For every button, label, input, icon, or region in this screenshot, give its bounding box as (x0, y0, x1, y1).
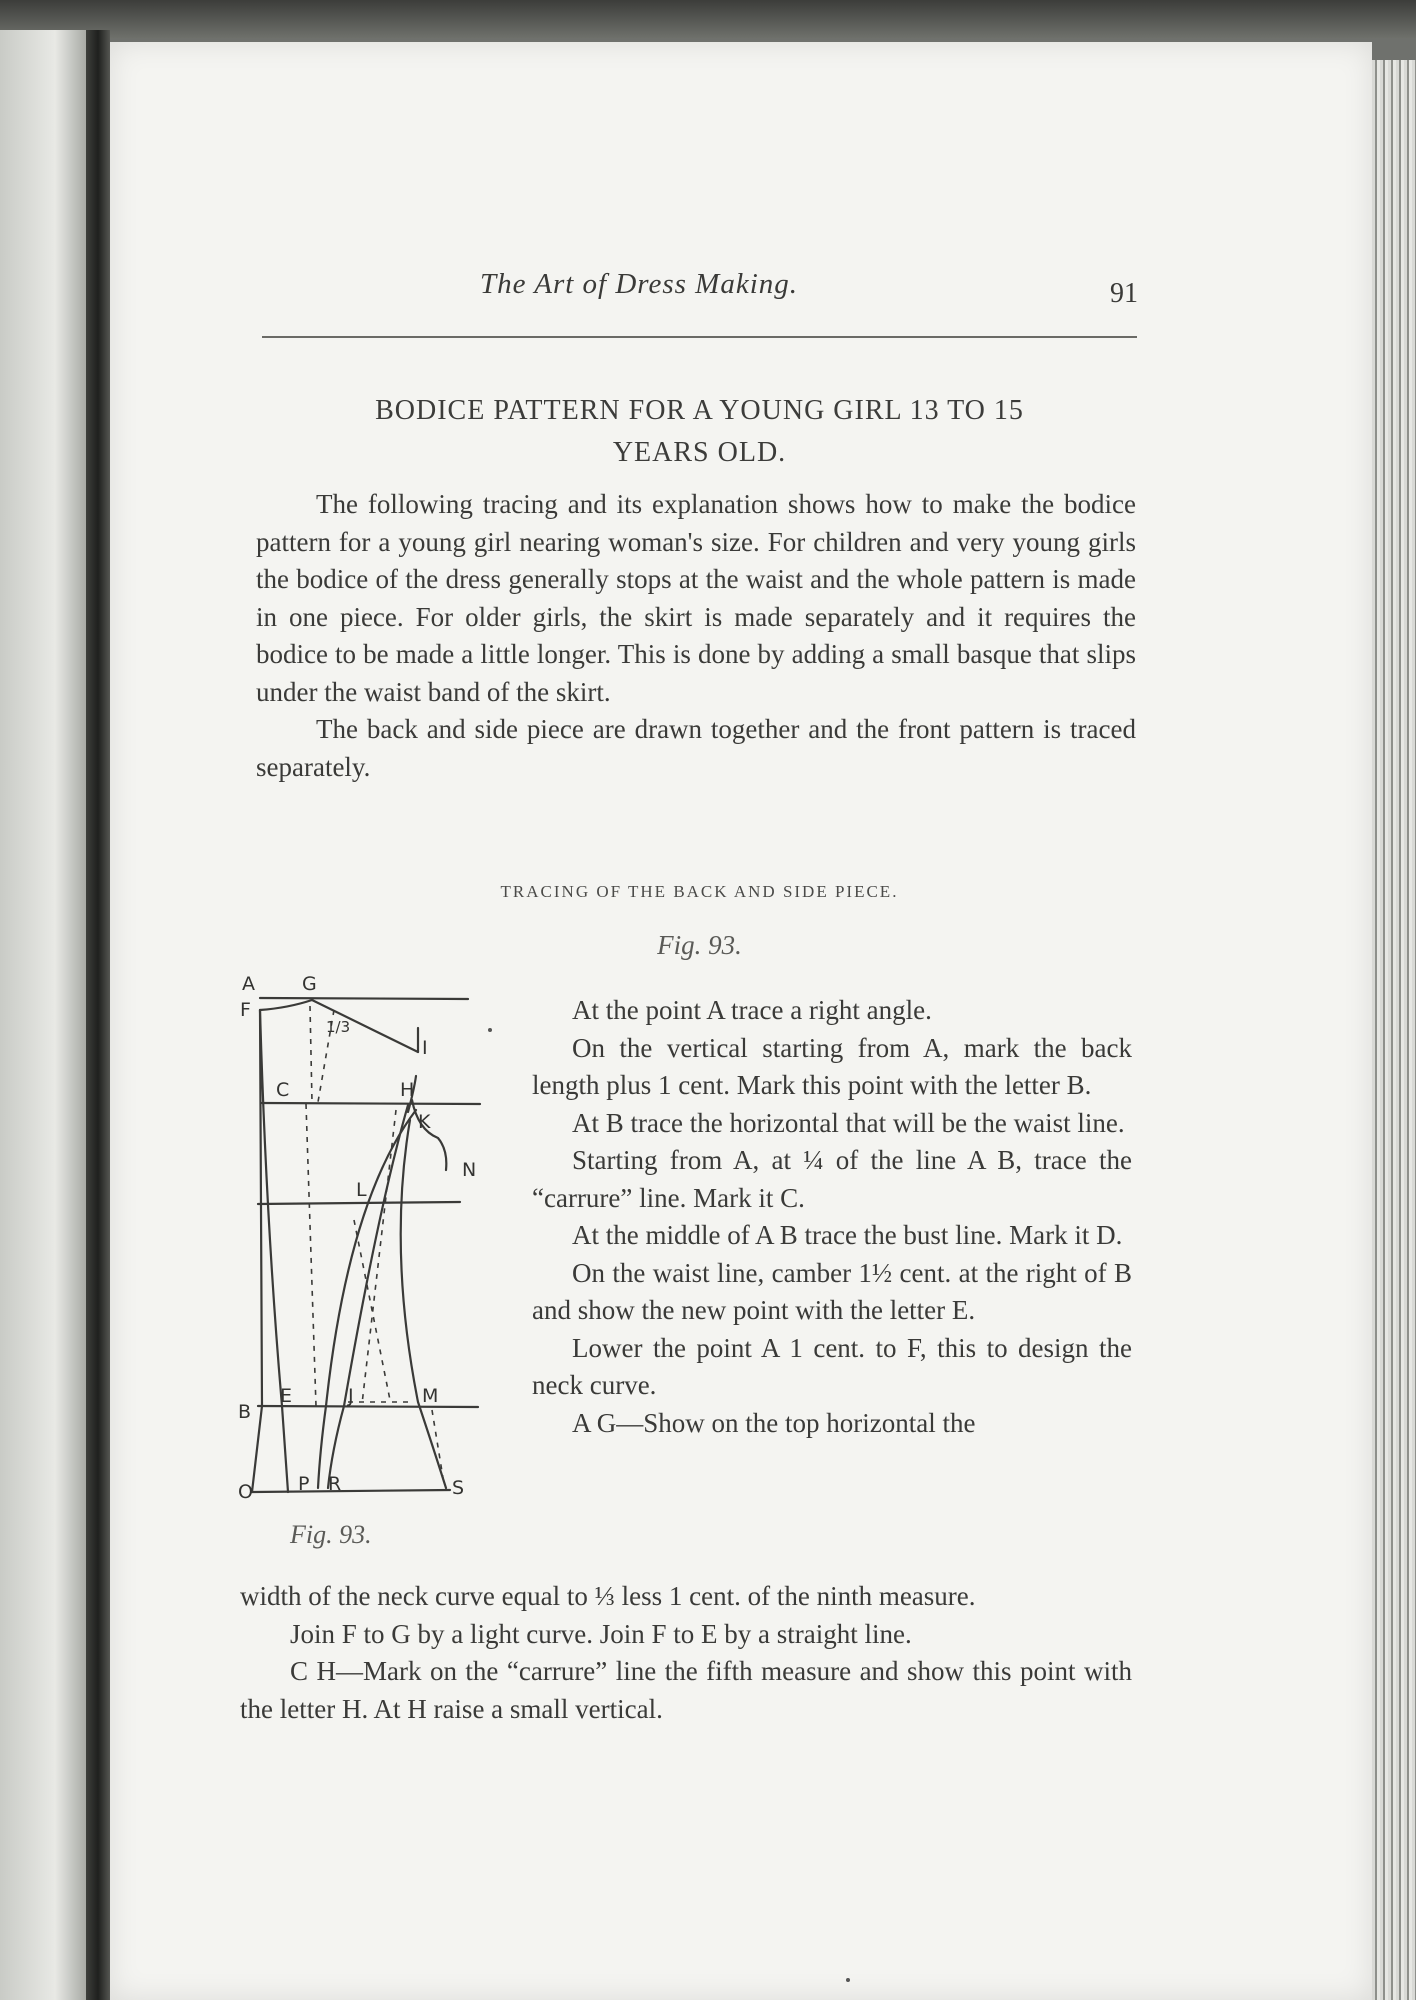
paragraph: At the middle of A B trace the bust line. Mark it D. (572, 1220, 1123, 1250)
paragraph: On the vertical starting from A, mark the back length plus 1 cent. Mark this point with the letter B. (532, 1032, 1132, 1100)
page-stack-edges (1372, 60, 1416, 2000)
paragraph: On the waist line, camber 1½ cent. at the right of B and show the new point with the letter E. (532, 1257, 1132, 1325)
point-label: J (348, 1385, 354, 1407)
header-rule (262, 336, 1137, 338)
point-label: K (418, 1111, 431, 1133)
intro-text (256, 486, 1136, 786)
facing-page-edge (0, 30, 92, 2000)
paragraph: width of the neck curve equal to ⅓ less 1 cent. of the ninth measure. (240, 1581, 976, 1611)
point-label: P (298, 1473, 310, 1495)
chapter-title-line: YEARS OLD. (612, 437, 787, 468)
point-label: F (240, 999, 251, 1021)
point-label: R (328, 1473, 342, 1495)
point-label: O (238, 1481, 253, 1503)
point-label: S (452, 1477, 465, 1499)
point-label: L (356, 1179, 367, 1201)
point-label: M (422, 1385, 439, 1407)
chapter-title (262, 390, 1137, 474)
section-heading: TRACING OF THE BACK AND SIDE PIECE. (500, 882, 899, 901)
point-label: B (238, 1401, 252, 1423)
continued-text (240, 1578, 1132, 1728)
paragraph: Starting from A, at ¼ of the line A B, trace the “carrure” line. Mark it C. (532, 1145, 1132, 1213)
ink-speck (846, 1978, 850, 1982)
paragraph: The following tracing and its explanation shows how to make the bodice pattern for a young girl nearing woman's size. For children and very young girls the bodice of the dress generally stops at the waist and the whole pattern is made in one piece. For older girls, the skirt is made separately and it requires the bodice to be made a little longer. This is done by adding a small basque that slips under the waist band of the skirt. (256, 489, 1136, 707)
paragraph: The back and side piece are drawn together and the front pattern is traced separately. (256, 714, 1136, 782)
scan-background (0, 0, 1416, 38)
figure-side-text (532, 992, 1132, 1442)
bodice-pattern-diagram (238, 970, 498, 1510)
point-label: H (400, 1079, 415, 1101)
point-label: I (422, 1037, 428, 1059)
ink-speck (488, 1028, 492, 1032)
paragraph: At the point A trace a right angle. (572, 995, 932, 1025)
paragraph: Join F to G by a light curve. Join F to E by a straight line. (290, 1618, 912, 1649)
point-label: 1/3 (326, 1018, 351, 1036)
chapter-title-line: BODICE PATTERN FOR A YOUNG GIRL 13 TO 15 (375, 395, 1024, 426)
paragraph: A G—Show on the top horizontal the (572, 1407, 976, 1438)
running-title: The Art of Dress Making. (480, 268, 799, 300)
point-label: A (242, 973, 255, 995)
point-label: E (280, 1385, 293, 1407)
point-label: C (276, 1079, 290, 1101)
figure-caption-top: Fig. 93. (657, 930, 742, 960)
point-label: G (302, 973, 317, 995)
point-label: N (462, 1159, 477, 1181)
page-number: 91 (1110, 278, 1138, 309)
paragraph: At B trace the horizontal that will be the waist line. (572, 1107, 1125, 1138)
paragraph: Lower the point A 1 cent. to F, this to design the neck curve. (532, 1332, 1132, 1400)
book-spine (86, 30, 110, 2000)
figure-caption-bottom: Fig. 93. (290, 1520, 372, 1549)
paragraph: C H—Mark on the “carrure” line the fifth measure and show this point with the letter H. At H raise a small vertical. (240, 1656, 1132, 1724)
